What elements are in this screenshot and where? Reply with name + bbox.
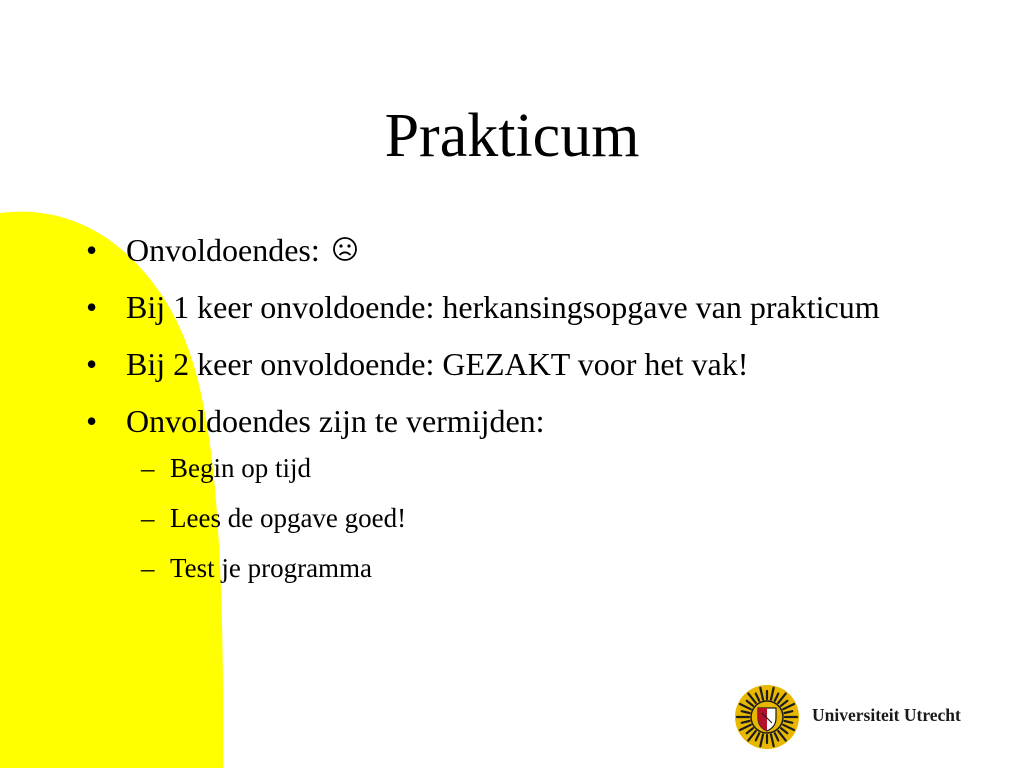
bullet-marker: • [86,346,98,382]
bullet-text: Onvoldoendes: [126,232,320,268]
sub-bullet-text: Lees de opgave goed! [170,503,407,533]
bullet-marker: • [86,289,98,325]
sub-bullet-marker: – [141,553,155,583]
bullet-list [84,231,964,603]
bullet-item [84,288,964,326]
sub-bullet-text: Test je programma [170,553,373,583]
sub-bullet-list [126,452,964,584]
sub-bullet-marker: – [141,503,155,533]
bullet-text: Bij 2 keer onvoldoende: GEZAKT voor het vak! [126,346,749,382]
bullet-item [84,402,964,584]
frown-icon [332,236,358,262]
bullet-marker: • [86,232,98,268]
sub-bullet-item [126,552,964,584]
university-name: Universiteit Utrecht [812,705,961,725]
sub-bullet-marker: – [141,453,155,483]
sun-seal-icon [734,684,800,750]
bullet-item [84,231,964,269]
bullet-text: Bij 1 keer onvoldoende: herkansingsopgave van prakticum [126,289,880,325]
slide-title: Prakticum [384,102,640,170]
sub-bullet-item [126,452,964,484]
sub-bullet-item [126,502,964,534]
bullet-item [84,345,964,383]
bullet-marker: • [86,403,98,439]
university-logo [734,684,994,752]
bullet-text: Onvoldoendes zijn te vermijden: [126,403,545,439]
sub-bullet-text: Begin op tijd [170,453,311,483]
